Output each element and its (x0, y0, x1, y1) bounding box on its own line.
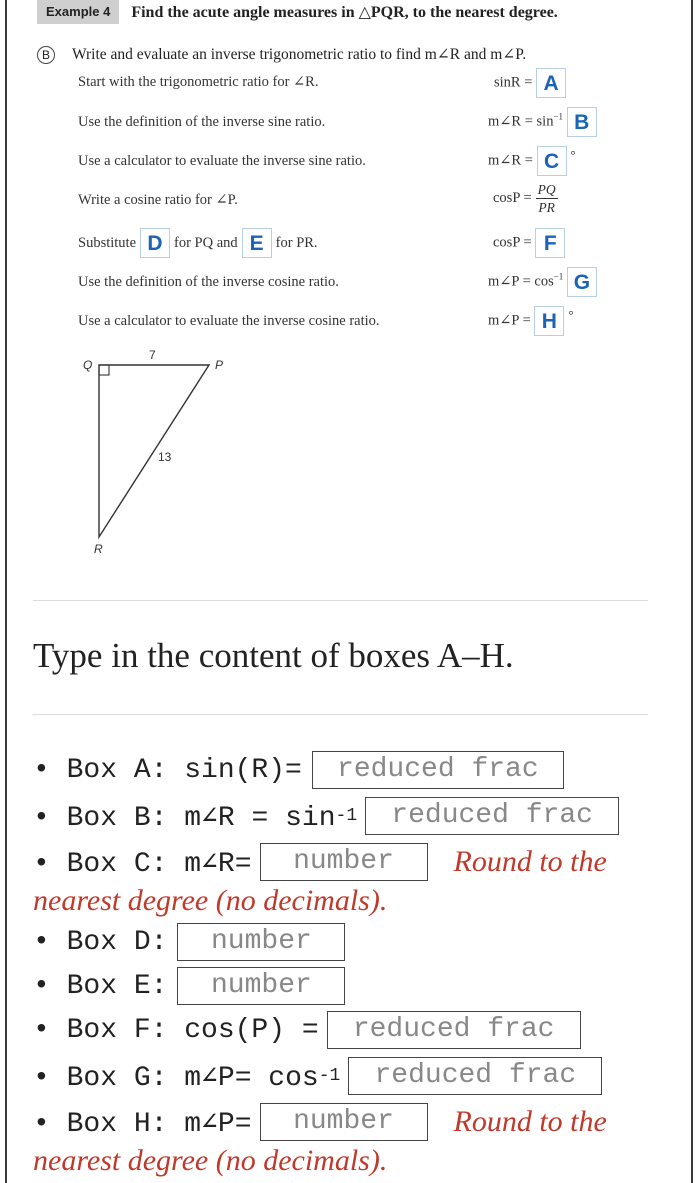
question-label: • Box E: (33, 970, 168, 1002)
step-text: Use the definition of the inverse sine ratio. (78, 114, 326, 130)
answer-box-b: B (567, 107, 597, 137)
question-box-c (33, 842, 607, 882)
triangle-diagram (78, 345, 248, 565)
question-label: • Box A: sin(R)= (33, 754, 302, 786)
answer-input-a[interactable]: reduced frac (312, 751, 564, 789)
rounding-note-continued: nearest degree (no decimals). (33, 1144, 388, 1177)
expression-text: sinR = (494, 74, 533, 91)
inverse-superscript: −1 (553, 111, 564, 122)
step-text: Use a calculator to evaluate the inverse cosine ratio. (78, 313, 380, 329)
step-expression (493, 228, 565, 258)
answer-input-e[interactable]: number (177, 967, 345, 1005)
instruction-text: Type in the content of boxes A–H. (33, 636, 514, 675)
expression-text: m∠R = sin (488, 113, 554, 130)
question-label: • Box D: (33, 926, 168, 958)
answer-box-a: A (536, 68, 566, 98)
expression-text: cosP = (493, 190, 532, 206)
answer-input-g[interactable]: reduced frac (348, 1057, 602, 1095)
fraction-numerator: PQ (537, 182, 556, 197)
degree-symbol: ° (568, 306, 574, 322)
question-label: • Box H: m∠P= (33, 1108, 252, 1140)
question-label: • Box B: m∠R = sin (33, 802, 336, 834)
step-expression (488, 146, 576, 176)
fraction (536, 181, 558, 216)
question-label: • Box F: cos(P) = (33, 1014, 319, 1046)
question-box-f (33, 1010, 581, 1050)
part-b-text: Write and evaluate an inverse trigonometric ratio to find m∠R and m∠P. (72, 46, 527, 63)
right-angle-marker (99, 365, 109, 375)
step-text-pre: Substitute (78, 234, 137, 251)
answer-box-e: E (242, 228, 272, 258)
answer-input-c[interactable]: number (260, 843, 428, 881)
answer-box-c: C (537, 146, 567, 176)
vertex-label-q: Q (83, 358, 93, 372)
example-header (37, 0, 558, 24)
inverse-superscript: -1 (335, 806, 358, 826)
answer-input-h[interactable]: number (260, 1103, 428, 1141)
inverse-superscript: −1 (553, 271, 564, 282)
rounding-note-continued: nearest degree (no decimals). (33, 884, 388, 917)
question-label: • Box C: m∠R= (33, 848, 252, 880)
expression-text: m∠R = (488, 152, 533, 169)
fraction-denominator: PR (538, 200, 555, 215)
step-expression (488, 267, 597, 297)
part-b-heading (37, 45, 526, 64)
vertex-label-r: R (94, 542, 103, 556)
example-tag: Example 4 (37, 0, 119, 24)
side-length-pr: 13 (158, 450, 172, 464)
question-label: • Box G: m∠P= cos (33, 1062, 319, 1094)
step-expression (493, 181, 558, 216)
step-text: Use the definition of the inverse cosine ratio. (78, 274, 339, 290)
side-length-qp: 7 (149, 348, 156, 362)
question-box-g (33, 1056, 602, 1096)
answer-box-h: H (534, 306, 564, 336)
step-expression (488, 306, 574, 336)
part-letter-badge: B (37, 46, 55, 64)
step-text-post: for PR. (275, 234, 318, 251)
step-text: Use a calculator to evaluate the inverse sine ratio. (78, 153, 366, 169)
triangle-shape (99, 365, 209, 537)
step-expression (494, 68, 566, 98)
divider (33, 600, 648, 601)
answer-input-b[interactable]: reduced frac (365, 797, 619, 835)
rounding-note: Round to the (453, 1105, 607, 1138)
answer-input-f[interactable]: reduced frac (327, 1011, 581, 1049)
rounding-note: Round to the (453, 845, 607, 878)
step-text: Write a cosine ratio for ∠P. (78, 192, 238, 208)
expression-text: m∠P = cos (488, 273, 554, 290)
example-title: Find the acute angle measures in △PQR, to the nearest degree. (131, 4, 558, 21)
degree-symbol: ° (570, 146, 576, 162)
question-box-h (33, 1102, 607, 1142)
step-text: Start with the trigonometric ratio for ∠R. (78, 74, 319, 90)
answer-input-d[interactable]: number (177, 923, 345, 961)
divider (33, 714, 648, 715)
step-expression (488, 107, 597, 137)
answer-box-d: D (140, 228, 170, 258)
vertex-label-p: P (215, 358, 224, 372)
question-box-d (33, 922, 345, 962)
step-text-substitute (78, 228, 318, 258)
answer-box-g: G (567, 267, 597, 297)
expression-text: cosP = (493, 234, 532, 251)
question-box-e (33, 966, 345, 1006)
answer-box-f: F (535, 228, 565, 258)
question-box-b (33, 796, 619, 836)
step-text-mid: for PQ and (174, 234, 238, 251)
expression-text: m∠P = (488, 312, 531, 329)
inverse-superscript: -1 (318, 1066, 341, 1086)
question-box-a (33, 750, 564, 790)
